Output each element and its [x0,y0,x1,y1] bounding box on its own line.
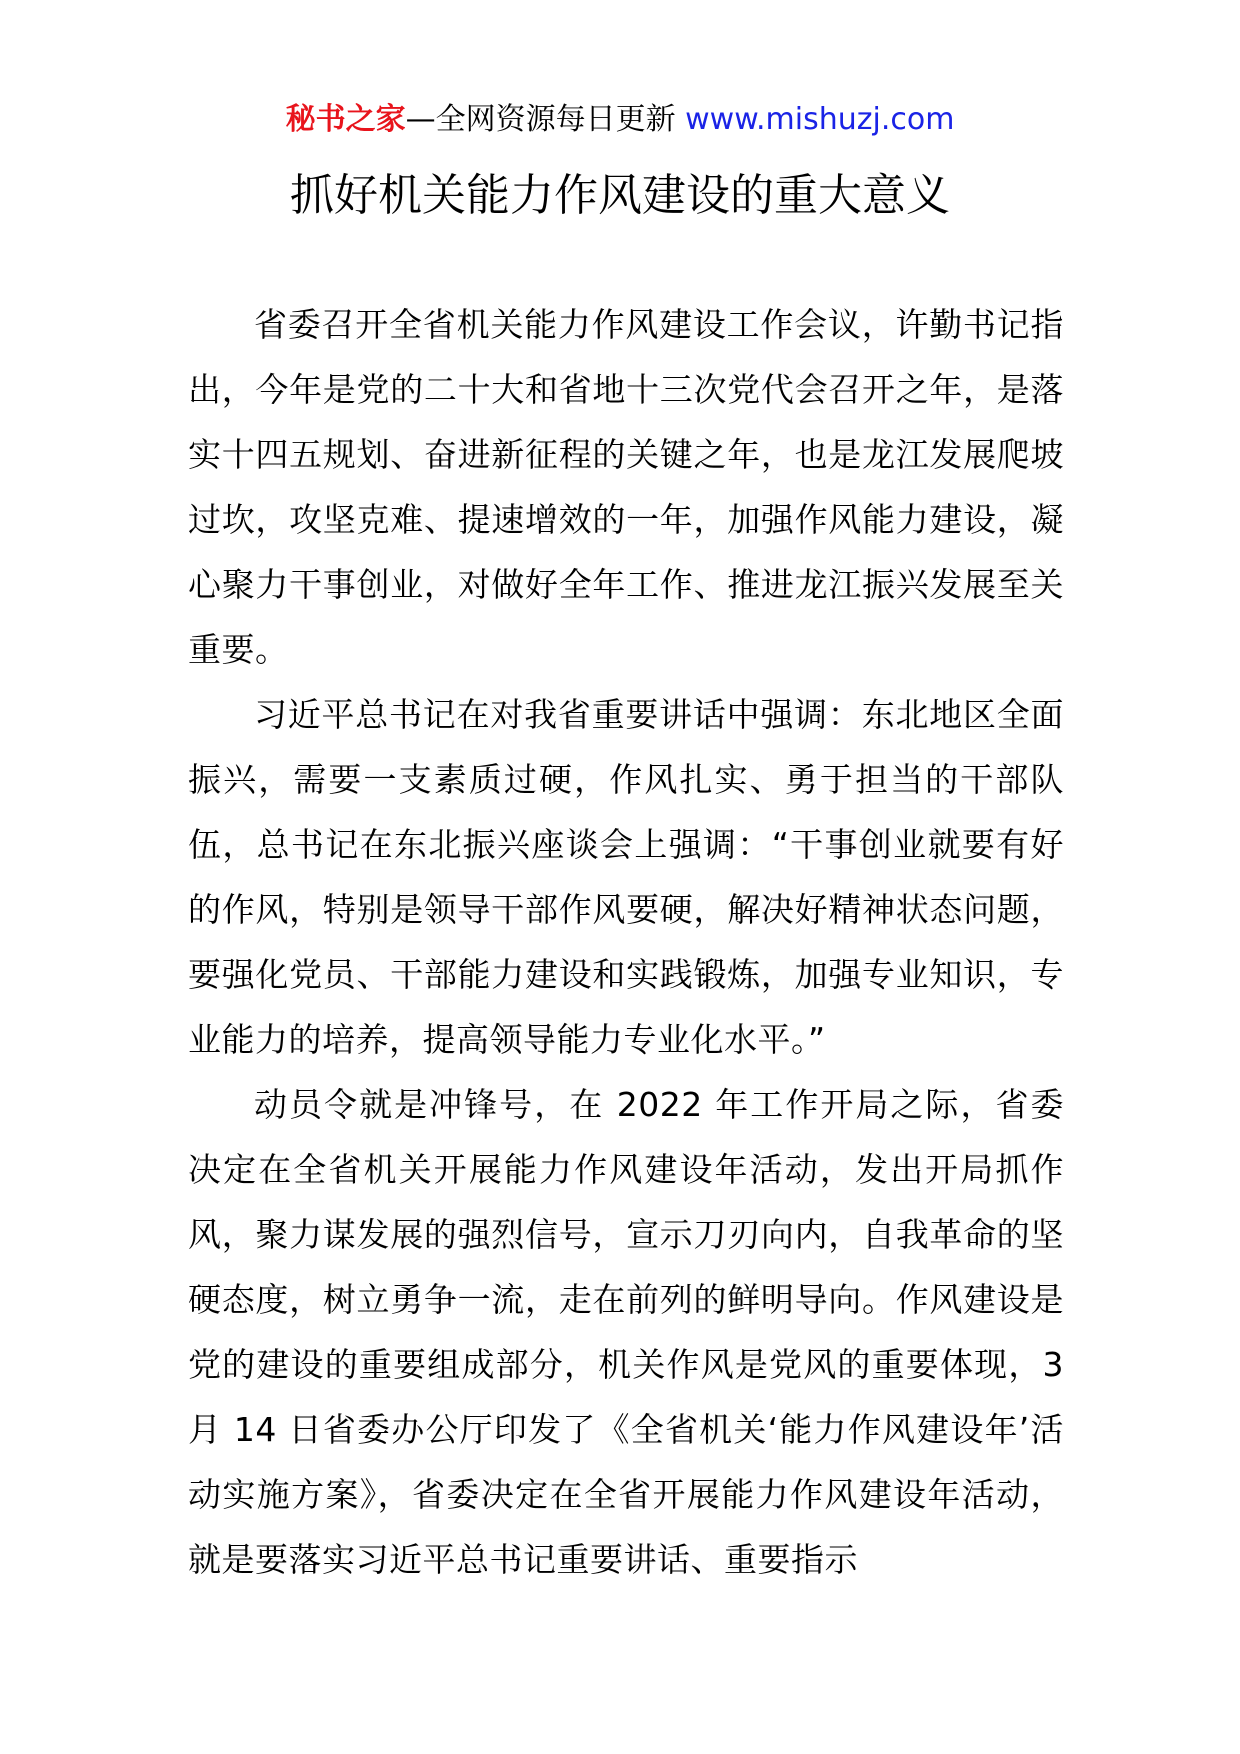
paragraph-2: 习近平总书记在对我省重要讲话中强调：东北地区全面振兴，需要一支素质过硬，作风扎实、勇于担当的干部队伍，总书记在东北振兴座谈会上强调：“干事创业就要有好的作风，特别是领导干部作风要硬，解决好精神状态问题，要强化党员、干部能力建设和实践锻炼，加强专业知识，专业能力的培养，提高领导能力专业化水平。” [188,695,1064,1059]
document-title: 抓好机关能力作风建设的重大意义 [290,170,950,221]
paragraph-1: 省委召开全省机关能力作风建设工作会议，许勤书记指出，今年是党的二十大和省地十三次党代会召开之年，是落实十四五规划、奋进新征程的关键之年，也是龙江发展爬坡过坎，攻坚克难、提速增效的一年，加强作风能力建设，凝心聚力干事创业，对做好全年工作、推进龙江振兴发展至关重要。 [188,305,1064,669]
site-header [0,100,1240,140]
paragraph-3: 动员令就是冲锋号，在 2022 年工作开局之际，省委决定在全省机关开展能力作风建设年活动，发出开局抓作风，聚力谋发展的强烈信号，宣示刀刃向内，自我革命的坚硬态度，树立勇争一流，走在前列的鲜明导向。作风建设是党的建设的重要组成部分，机关作风是党风的重要体现，3 月 14 日省委办公厅印发了《全省机关‘能力作风建设年’活动实施方案》，省委决定在全省开展能力作风建设年活动，就是要落实习近平总书记重要讲话、重要指示 [188,1085,1064,1579]
document-body [188,292,1064,1592]
site-tagline: —全网资源每日更新 [405,102,686,137]
site-brand: 秘书之家 [285,102,406,137]
site-url-link[interactable]: www.mishuzj.com [685,102,955,137]
